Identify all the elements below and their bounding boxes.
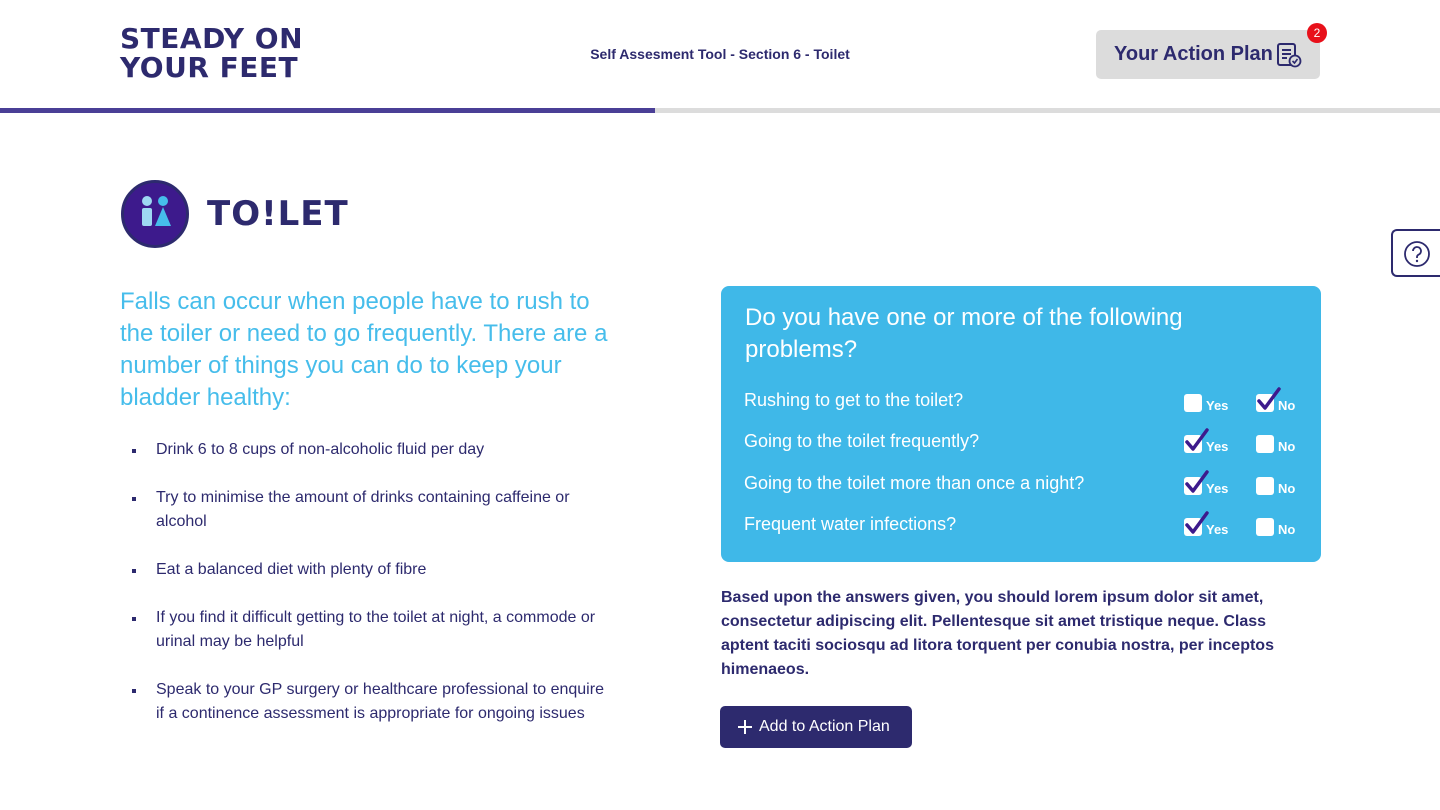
question-row — [744, 429, 1304, 459]
answer-yes-checkbox[interactable] — [1184, 434, 1228, 454]
tips-list — [132, 438, 612, 750]
action-plan-count-badge: 2 — [1307, 23, 1327, 43]
question-mark-icon — [1403, 240, 1431, 268]
tip-item: Speak to your GP surgery or healthcare professional to enquire if a continence assessment is appropriate for ongoing issues — [132, 678, 612, 726]
progress-bar — [0, 108, 1440, 113]
result-text: Based upon the answers given, you should lorem ipsum dolor sit amet, consectetur adipiscing elit. Pellentesque sit amet tristique neque. Class aptent taciti sociosqu ad litora torquent per conubia nostra, per inceptos himenaeos. — [721, 589, 1274, 678]
yes-label: Yes — [1206, 397, 1229, 413]
progress-bar-fill — [0, 108, 655, 113]
question-row — [744, 512, 1304, 542]
add-to-action-plan-label: Add to Action Plan — [759, 718, 890, 735]
action-plan-document-icon — [1276, 42, 1302, 68]
section-title: TO!LET — [207, 194, 349, 234]
yes-label: Yes — [1206, 521, 1229, 537]
answer-yes-checkbox[interactable] — [1184, 517, 1228, 537]
checkmark-icon — [1183, 510, 1209, 536]
checkbox-box — [1184, 435, 1202, 453]
logo-line-2: YOUR FEET — [120, 51, 299, 84]
no-label: No — [1278, 480, 1296, 496]
page-header-title: Self Assesment Tool - Section 6 - Toilet — [590, 46, 850, 62]
answer-no-checkbox[interactable] — [1256, 517, 1295, 537]
checkmark-icon — [1183, 469, 1209, 495]
plus-icon — [737, 719, 753, 735]
tip-item: Try to minimise the amount of drinks containing caffeine or alcohol — [132, 486, 612, 534]
checkbox-box — [1184, 518, 1202, 536]
question-text: Rushing to get to the toilet? — [744, 390, 964, 410]
checkbox-box — [1184, 394, 1202, 412]
questions-card — [721, 286, 1321, 562]
answer-no-checkbox[interactable] — [1256, 434, 1295, 454]
question-row — [744, 471, 1304, 501]
yes-label: Yes — [1206, 438, 1229, 454]
no-label: No — [1278, 521, 1296, 537]
help-button[interactable] — [1391, 229, 1440, 277]
checkmark-icon — [1255, 386, 1281, 412]
question-text: Going to the toilet frequently? — [744, 431, 980, 451]
answer-yes-checkbox[interactable] — [1184, 393, 1228, 413]
yes-label: Yes — [1206, 480, 1229, 496]
checkbox-box — [1184, 477, 1202, 495]
tip-item: If you find it difficult getting to the toilet at night, a commode or urinal may be helpful — [132, 606, 612, 654]
toilet-icon — [121, 180, 189, 248]
checkbox-box — [1256, 394, 1274, 412]
questions-card-title: Do you have one or more of the following problems? — [745, 304, 1183, 363]
checkmark-icon — [1183, 427, 1209, 453]
intro-text: Falls can occur when people have to rush to the toiler or need to go frequently. There are a number of things you can do to keep your bladder healthy: — [120, 288, 608, 411]
toilet-people-icon — [124, 183, 186, 245]
tip-item: Eat a balanced diet with plenty of fibre — [132, 558, 612, 582]
checkbox-box — [1256, 518, 1274, 536]
answer-no-checkbox[interactable] — [1256, 393, 1295, 413]
add-to-action-plan-button[interactable] — [720, 706, 912, 748]
action-plan-label: Your Action Plan — [1114, 43, 1273, 65]
question-text: Going to the toilet more than once a night? — [744, 473, 1085, 493]
question-text: Frequent water infections? — [744, 514, 957, 534]
no-label: No — [1278, 438, 1296, 454]
no-label: No — [1278, 397, 1296, 413]
checkbox-box — [1256, 435, 1274, 453]
answer-yes-checkbox[interactable] — [1184, 476, 1228, 496]
checkbox-box — [1256, 477, 1274, 495]
tip-item: Drink 6 to 8 cups of non-alcoholic fluid per day — [132, 438, 612, 462]
your-action-plan-button[interactable] — [1096, 30, 1320, 79]
logo[interactable] — [120, 22, 304, 84]
answer-no-checkbox[interactable] — [1256, 476, 1295, 496]
question-row — [744, 388, 1304, 418]
logo-line-1: STEADY ON — [120, 22, 304, 55]
